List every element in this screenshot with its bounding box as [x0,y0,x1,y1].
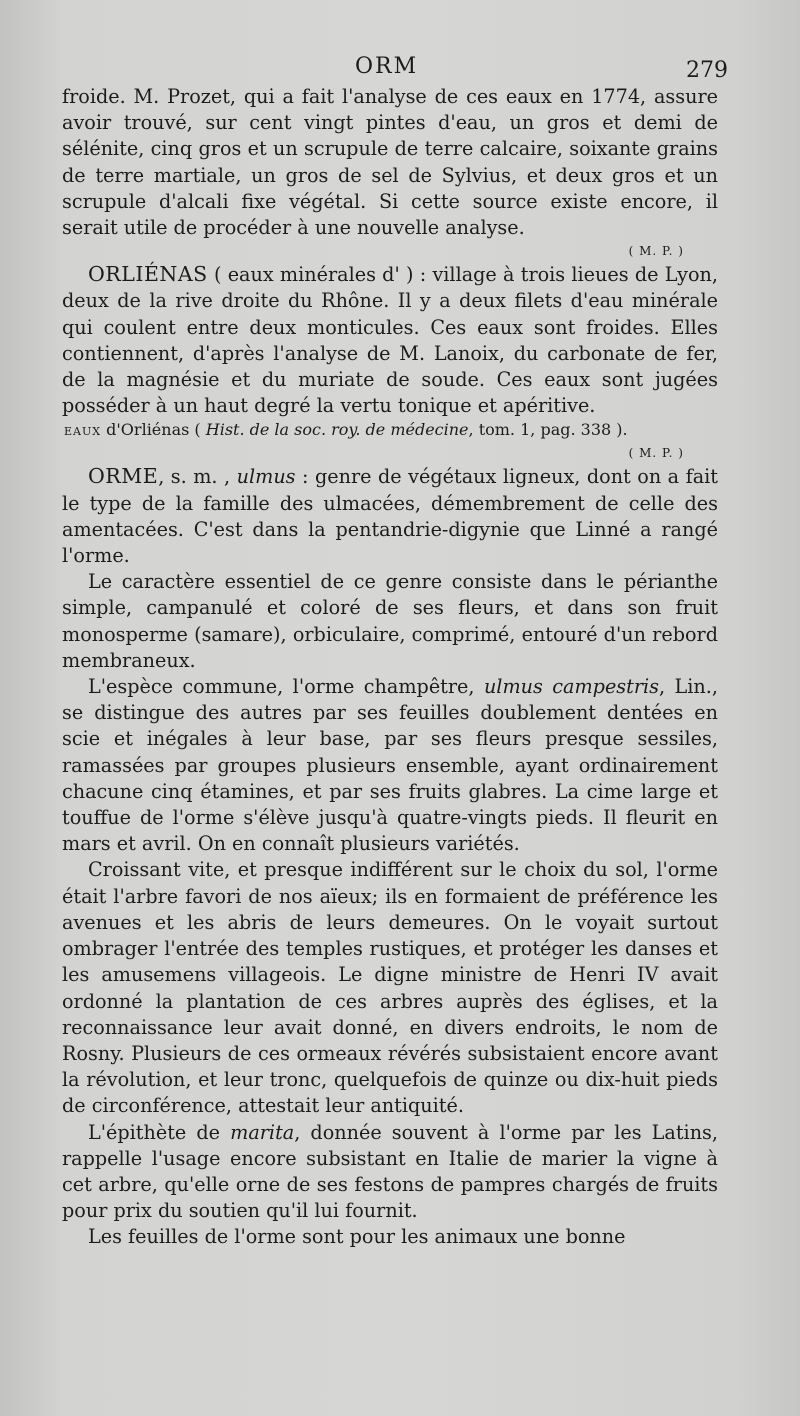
marita-intro: L'épithète de [88,1120,231,1144]
author-signature: ( M. P. ) [628,446,684,461]
headword-orlienas: ORLIÉNAS [88,262,208,287]
page-body [62,84,718,1251]
page-header [0,54,800,84]
entry-orlienas-text: ( eaux minérales d' ) : village à trois lieues de Lyon, deux de la rive droite du Rhône. Il y a deux filets d'eau minérale qui coulent entre deux monticules. Ces eaux sont froides. Elles contiennent, d'après l'analyse de M. Lanoix, du carbonate de fer, de la magnésie et du muriate de soude. Ces eaux sont jugées posséder à un haut degré la vertu tonique et apéritive. [62,263,718,418]
source-place: d'Orliénas ( [101,420,206,440]
paragraph-continuation: froide. M. Prozet, qui a fait l'analyse de ces eaux en 1774, assure avoir trouvé, sur cent vingt pintes d'eau, un gros et demi de sélénite, cinq gros et un scrupule de terre calcaire, soixante grains de terre martiale, un gros de sel de Sylvius, et deux gros et un scrupule d'alcali fixe végétal. Si cette source existe encore, il serait utile de procéder à une nouvelle analyse. [62,85,718,240]
marita-word: marita [230,1120,295,1144]
latin-name: ulmus [236,465,296,489]
species-intro: L'espèce commune, l'orme champêtre, [88,675,484,699]
species-text: , Lin., se distingue des autres par ses feuilles doublement dentées en scie et inégales à leur base, par ses fleurs presque sessiles, ramassées par groupes plusieurs ensemble, ayant ordinairement chacune cinq étamines, et par ses fruits glabres. La cime large et touffue de l'orme s'élève jusqu'à quatre-vingts pieds. Il fleurit en mars et avril. On en connaît plusieurs variétés. [62,675,718,856]
source-prefix: EAUX [64,425,102,439]
entry-orme-intro [62,463,718,569]
running-title: ORM [355,54,419,79]
paragraph-leaves: Les feuilles de l'orme sont pour les animaux une bonne [88,1225,626,1249]
paragraph-species [62,674,718,857]
paragraph-marita [62,1120,718,1225]
paragraph-history: Croissant vite, et presque indifférent sur le choix du sol, l'orme était l'arbre favori de nos aïeux; ils en formaient de préférence les avenues et les abris de leurs demeures. On le voyait surtout ombrager l'entrée des temples rustiques, et protéger les danses et les amusemens villageois. Le digne ministre de Henri IV avait ordonné la plantation de ces arbres auprès des églises, et la reconnaissance leur avait donné, en divers endroits, le nom de Rosny. Plusieurs de ces ormeaux révérés subsistaient encore avant la révolution, et leur tronc, quelquefois de quinze ou dix-huit pieds de circonférence, attestait leur antiquité. [62,858,718,1118]
species-latin: ulmus campestris [483,675,660,699]
grammar-note: , s. m. , [158,465,237,489]
source-citation [62,419,718,443]
page-number: 279 [686,58,728,83]
source-title: Hist. de la soc. roy. de médecine [205,420,469,440]
paragraph-character: Le caractère essentiel de ce genre consiste dans le périanthe simple, campanulé et coloré de ses fleurs, et dans son fruit monosperme (samare), orbiculaire, comprimé, entouré d'un rebord membraneux. [62,570,718,672]
marita-text: , donnée souvent à l'orme par les Latins, rappelle l'usage encore subsistant en Italie de marier la vigne à cet arbre, qu'elle orne de ses festons de pampres chargés de fruits pour prix du soutien qu'il lui fournit. [62,1120,718,1223]
source-reference: , tom. 1, pag. 338 ). [468,420,628,440]
entry-orme-text: : genre de végétaux ligneux, dont on a fait le type de la famille des ulmacées, démembrement de celle des amentacées. C'est dans la pentandrie-digynie que Linné a rangé l'orme. [62,465,718,568]
author-signature: ( M. P. ) [628,244,684,259]
headword-orme: ORME [88,464,159,489]
entry-orlienas [62,261,718,419]
